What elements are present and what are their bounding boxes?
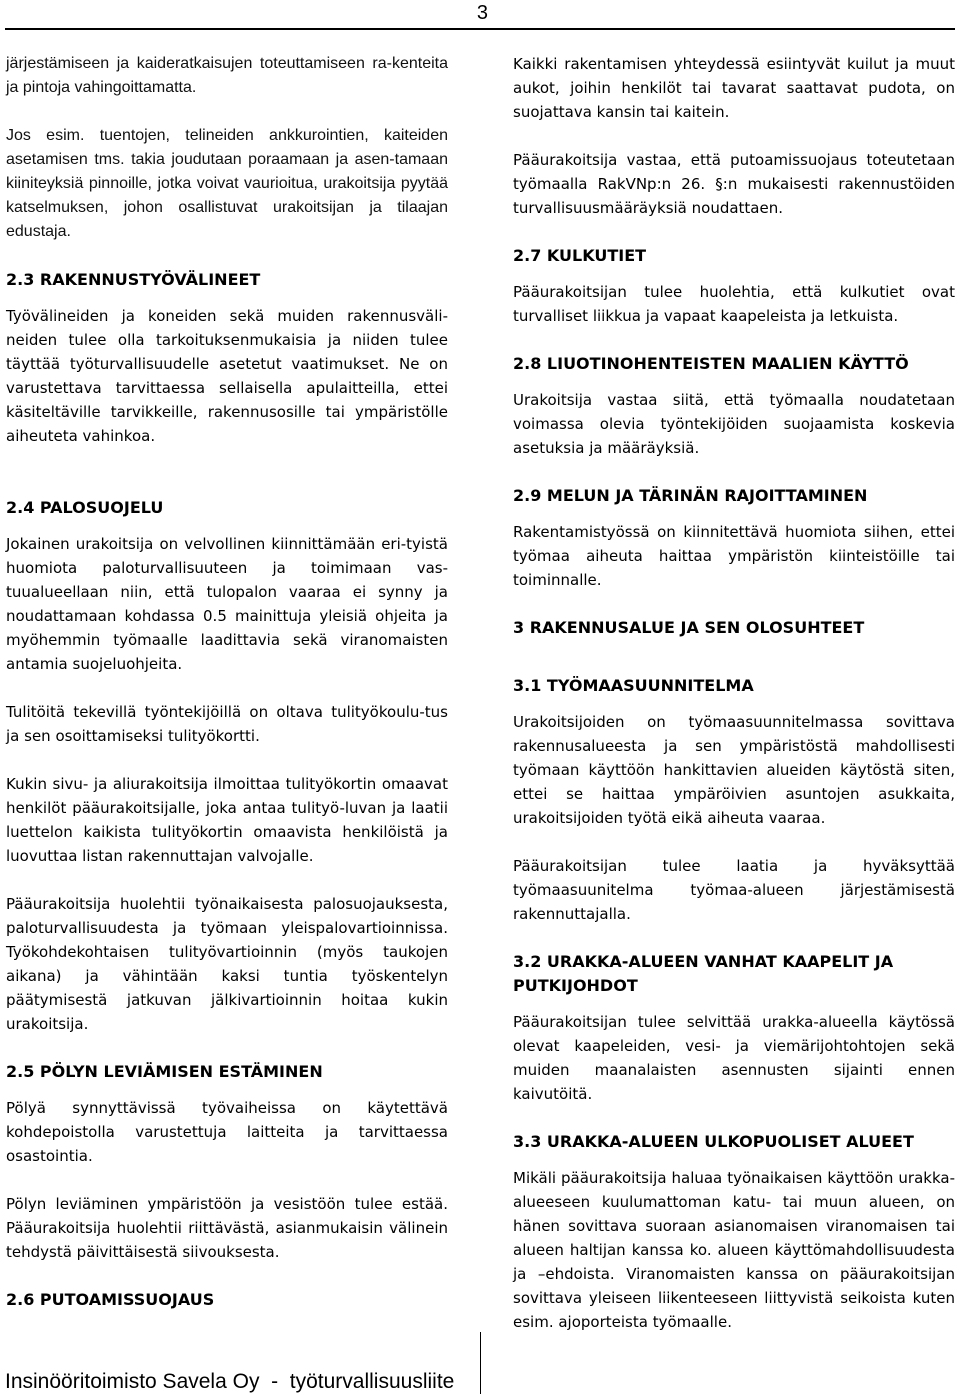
heading-2-6: 2.6 PUTOAMISSUOJAUS (6, 1290, 215, 1309)
footer: Insinööritoimisto Savela Oy - työturvallisuusliite (5, 1370, 455, 1393)
paragraph: Pääurakoitsijan tulee laatia ja hyväksyttää työmaasuunitelma työmaa-alueen järjestämisestä rakennuttajalla. (513, 857, 955, 923)
heading-2-5: 2.5 PÖLYN LEVIÄMISEN ESTÄMINEN (6, 1062, 323, 1081)
left-column (6, 52, 448, 1312)
heading-2-3: 2.3 RAKENNUSTYÖVÄLINEET (6, 270, 261, 289)
paragraph: Pääurakoitsija vastaa, että putoamissuojaus toteutetaan työmaalla RakVNp:n 26. §:n mukaisesti rakennustöiden turvallisuusmääräyksiä noudattaen. (513, 151, 955, 217)
page-number: 3 (476, 2, 488, 24)
paragraph: Pölyä synnyttävissä työvaiheissa on käytettävä kohdepoistolla varustettuja laitteita ja tarvittaessa osastointia. (6, 1099, 448, 1165)
paragraph: Urakoitsijoiden on työmaasuunnitelmassa sovittava rakennusalueesta ja sen ympäristöstä mahdollisesti työmaan käyttöön hankittavien alueiden käytöstä siten, ettei se haittaa ympäröivien asuntojen asukkaita, urakoitsijoiden työtä eikä aiheuta vaaraa. (513, 713, 955, 827)
heading-2-7: 2.7 KULKUTIET (513, 246, 647, 265)
paragraph: Pääurakoitsijan tulee huolehtia, että kulkutiet ovat turvalliset liikkua ja vapaat kaapeleista ja letkuista. (513, 283, 955, 325)
paragraph: järjestämiseen ja kaideratkaisujen toteuttamiseen ra-kenteita ja pintoja vahingoittamatta. (6, 55, 448, 96)
right-column (513, 52, 955, 1334)
paragraph: Mikäli pääurakoitsija haluaa työnaikaisen käyttöön urakka-alueeseen kuulumattoman katu- tai muun alueen, on hänen sovittava suoraan asianomaisen viranomaisen tai alueen haltijan kanssa ko. alueen käyttömahdollisuudesta ja –ehdoista. Viranomaisten kanssa on pääurakoitsijan sovittava yleiseen liikenteeseen liittyvistä seikoista kuten esim. ajoporteista työmaalle. (513, 1169, 955, 1331)
paragraph: Pääurakoitsija huolehtii työnaikaisesta palosuojauksesta, paloturvallisuudesta ja työmaan yleispalovartioinnissa. Työkohdekohtaisen tulityövartioinnin (myös taukojen aikana) ja vähintään kaksi tuntia työskentelyn päätymisestä jatkuvan jälkivartioinnin hoitaa kukin urakoitsija. (6, 895, 448, 1033)
paragraph: Kaikki rakentamisen yhteydessä esiintyvät kuilut ja muut aukot, joihin henkilöt tai tavarat saattavat pudota, on suojattava kansin tai kaitein. (513, 55, 955, 121)
paragraph: Pölyn leviäminen ympäristöön ja vesistöön tulee estää. Pääurakoitsija huolehtii riittävästä, asianmukaisin välinein tehdystä päivittäisestä siivouksesta. (6, 1195, 448, 1261)
heading-3-2: 3.2 URAKKA-ALUEEN VANHAT KAAPELIT JA PUTKIJOHDOT (513, 952, 894, 995)
paragraph: Rakentamistyössä on kiinnitettävä huomiota siihen, ettei työmaa aiheuta haittaa ympäristön kiinteistöille tai toiminnalle. (513, 523, 955, 589)
heading-2-4: 2.4 PALOSUOJELU (6, 498, 164, 517)
paragraph: Jos esim. tuentojen, telineiden ankkurointien, kaiteiden asetamisen tms. takia joudutaan poraamaan ja asen-tamaan kiiniteyksiä pinnoille, jotka voivat vaurioitua, urakoitsija pyytää katselmuksen, johon osallistuvat urakoitsijan ja tilaajan edustaja. (6, 127, 448, 240)
header-rule (5, 28, 955, 30)
paragraph: Urakoitsija vastaa siitä, että työmaalla noudatetaan voimassa olevia työntekijöiden suojaamista koskevia asetuksia ja määräyksiä. (513, 391, 955, 457)
heading-3-1: 3.1 TYÖMAASUUNNITELMA (513, 676, 754, 695)
paragraph: Työvälineiden ja koneiden sekä muiden rakennusväli-neiden tulee olla tarkoituksenmukaisia ja niiden tulee täyttää työturvallisuudelle asetetut vaatimukset. Ne on varustettava tarvittaessa sellaisella apulaitteilla, ettei käsiteltäville tarvikkeille, rakennusosille tai ympäristölle aiheuteta vahinkoa. (6, 307, 448, 445)
footer-divider (480, 1332, 481, 1394)
paragraph: Pääurakoitsijan tulee selvittää urakka-alueella käytössä olevat kaapeleiden, vesi- ja viemärijohtohtojen sekä muiden maanalaisten asennusten sijainti ennen kaivutöitä. (513, 1013, 955, 1103)
paragraph: Jokainen urakoitsija on velvollinen kiinnittämään eri-tyistä huomiota paloturvallisuuteen ja toimimaan vas-tuualueellaan niin, että tulopalon vaaraa ei synny ja noudattamaan kohdassa 0.5 mainittuja yleisiä ohjeita ja myöhemmin työmaalle laadittavia sekä viranomaisten antamia suojeluohjeita. (6, 535, 448, 673)
paragraph: Kukin sivu- ja aliurakoitsija ilmoittaa tulityökortin omaavat henkilöt pääurakoitsijalle, joka antaa tulityö-luvan ja laatii luettelon kaikista tulityökortin omaavista henkilöistä ja luovuttaa listan rakennuttajan valvojalle. (6, 775, 448, 865)
heading-2-8: 2.8 LIUOTINOHENTEISTEN MAALIEN KÄYTTÖ (513, 354, 909, 373)
heading-2-9: 2.9 MELUN JA TÄRINÄN RAJOITTAMINEN (513, 486, 868, 505)
heading-3-3: 3.3 URAKKA-ALUEEN ULKOPUOLISET ALUEET (513, 1132, 914, 1151)
paragraph: Tulitöitä tekevillä työntekijöillä on oltava tulityökoulu-tus ja sen osoittamiseksi tulityökortti. (6, 703, 448, 745)
heading-3: 3 RAKENNUSALUE JA SEN OLOSUHTEET (513, 618, 865, 637)
